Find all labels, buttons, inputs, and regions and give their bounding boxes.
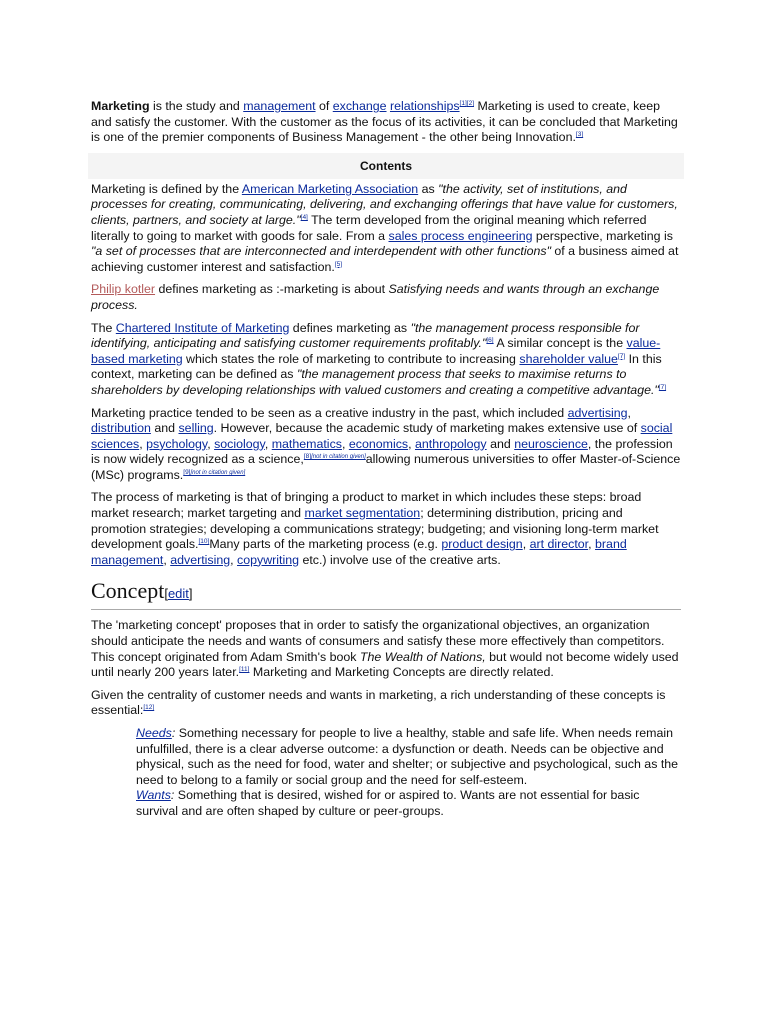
intro-paragraph: Marketing is the study and management of exchange relationships[1][2] Marketing is used to create, keep and satisfy the customer. With the customer as the focus of its activities, it can be concluded that Marketing is one of the premier components of Business Management - the other being Innovation.[3] [91, 99, 678, 145]
link-social-sciences[interactable]: social sciences [91, 421, 673, 451]
link-selling[interactable]: selling [178, 421, 214, 436]
citation-1[interactable]: [1] [459, 100, 467, 107]
link-product-design[interactable]: product design [441, 537, 523, 552]
link-sales-process-engineering[interactable]: sales process engineering [388, 228, 533, 243]
citation-needed-note[interactable]: [not in citation given] [311, 454, 366, 461]
link-shareholder-value[interactable]: shareholder value [519, 351, 618, 366]
link-philip-kotler[interactable]: Philip kotler [91, 282, 156, 297]
citation-9[interactable]: [9][not in citation given] [183, 468, 246, 476]
link-art-director[interactable]: art director [529, 537, 589, 552]
link-management[interactable]: management [243, 99, 316, 113]
citation-11[interactable]: [11] [239, 666, 250, 674]
link-chartered-institute-of-marketing[interactable]: Chartered Institute of Marketing [115, 320, 290, 335]
citation-8[interactable]: [8][not in citation given] [303, 453, 366, 461]
term-marketing: Marketing [91, 99, 150, 113]
citation-10[interactable]: [10] [198, 538, 210, 546]
link-brand-management[interactable]: brand management [91, 537, 627, 567]
concept-paragraph: The 'marketing concept' proposes that in order to satisfy the organizational objectives, an organization should anticipate the needs and wants of consumers and satisfy these more effectively than competitors. This concept originated from Adam Smith's book The Wealth of Nations, but would not become widely used until nearly 200 years later.[11] Marketing and Marketing Concepts are directly related. [91, 618, 679, 680]
link-neuroscience[interactable]: neuroscience [514, 436, 588, 451]
kotler-paragraph: Philip kotler defines marketing as :-marketing is about Satisfying needs and wants through an exchange process. [91, 282, 660, 312]
link-distribution[interactable]: distribution [91, 421, 151, 436]
link-exchange[interactable]: exchange [332, 99, 387, 113]
marketing-process-paragraph: The process of marketing is that of bringing a product to market in which includes these steps: broad market research; market targeting and market segmentation; determining distribution, pricing and promotion strategies; developing a communications strategy; budgeting; and visioning long-term market development goals.[10]Many parts of the marketing process (e.g. product design, art director, brand management, advertising, copywriting etc.) involve use of the creative arts. [91, 490, 659, 567]
definition-list [136, 726, 681, 820]
link-copywriting[interactable]: copywriting [237, 552, 300, 567]
link-wants[interactable]: Wants [136, 788, 171, 803]
contents-box[interactable]: Contents [88, 153, 684, 179]
link-advertising[interactable]: advertising [567, 405, 628, 420]
link-anthropology[interactable]: anthropology [414, 436, 487, 451]
link-economics[interactable]: economics [348, 436, 409, 451]
citation-7[interactable]: [7] [617, 352, 626, 360]
link-value-based-marketing[interactable]: value-based marketing [91, 336, 661, 366]
section-heading-concept: Concept[edit] [91, 578, 681, 610]
link-psychology[interactable]: psychology [146, 436, 208, 451]
book-title: The Wealth of Nations, [359, 649, 486, 664]
citation-3[interactable]: [3] [575, 131, 584, 139]
link-mathematics[interactable]: mathematics [271, 436, 342, 451]
cim-paragraph: The Chartered Institute of Marketing defines marketing as "the management process responsible for identifying, anticipating and satisfying customer requirements profitably."[6] A similar concept is the value-based marketing which states the role of marketing to contribute to increasing shareholder value[7] In this context, marketing can be defined as "the management process that seeks to maximise returns to shareholders by developing relationships with valued customers and creating a competitive advantage."[7] [91, 320, 667, 397]
citation-2[interactable]: [2] [466, 100, 475, 107]
creative-industry-paragraph: Marketing practice tended to be seen as a creative industry in the past, which included advertising, distribution and selling. However, because the academic study of marketing makes extensive use of social sciences, psychology, sociology, mathematics, economics, anthropology and neuroscience, the profession is now widely recognized as a science,[8][not in citation given]allowing numerous universities to offer Master-of-Science (MSc) programs.[9][not in citation given] [91, 405, 681, 482]
citation-4[interactable]: [4] [300, 213, 308, 221]
edit-link[interactable]: edit [167, 586, 189, 602]
link-american-marketing-association[interactable]: American Marketing Association [241, 181, 419, 196]
citation-5[interactable]: [5] [334, 260, 343, 268]
citation-7b[interactable]: [7] [658, 383, 667, 391]
edit-section-link: [edit] [164, 586, 193, 602]
link-market-segmentation[interactable]: market segmentation [304, 506, 421, 521]
ama-definition-paragraph: Marketing is defined by the American Marketing Association as "the activity, set of institutions, and processes for creating, communicating, delivering, and exchanging offerings that have value for customers, clients, partners, and society at large."[4] The term developed from the original meaning which referred literally to going to market with goods for sale. From a sales process engineering perspective, marketing is "a set of processes that are interconnected and interdependent with other functions" of a business aimed at achieving customer interest and satisfaction.[5] [91, 181, 679, 274]
citation-needed-note-2[interactable]: [not in citation given] [190, 469, 246, 476]
link-needs[interactable]: Needs [136, 726, 172, 740]
link-sociology[interactable]: sociology [214, 436, 265, 451]
needs-wants-intro: Given the centrality of customer needs and wants in marketing, a rich understanding of these concepts is essential:[12] [91, 687, 666, 718]
citation-6[interactable]: [6] [486, 337, 494, 345]
article-body [91, 99, 681, 820]
definition-wants: Wants: Something that is desired, wished for or aspired to. Wants are not essential for basic survival and are often shaped by culture or peer-groups. [136, 788, 640, 818]
definition-needs: Needs: Something necessary for people to live a healthy, stable and safe life. When needs remain unfulfilled, there is a clear adverse outcome: a dysfunction or death. Needs can be objective and physical, such as the need for food, water and shelter; or subjective and psychological, such as the need to belong to a family or social group and the need for self-esteem. [136, 726, 679, 787]
link-relationships[interactable]: relationships [389, 99, 460, 113]
link-advertising-2[interactable]: advertising [170, 552, 231, 567]
citation-12[interactable]: [12] [143, 704, 155, 712]
